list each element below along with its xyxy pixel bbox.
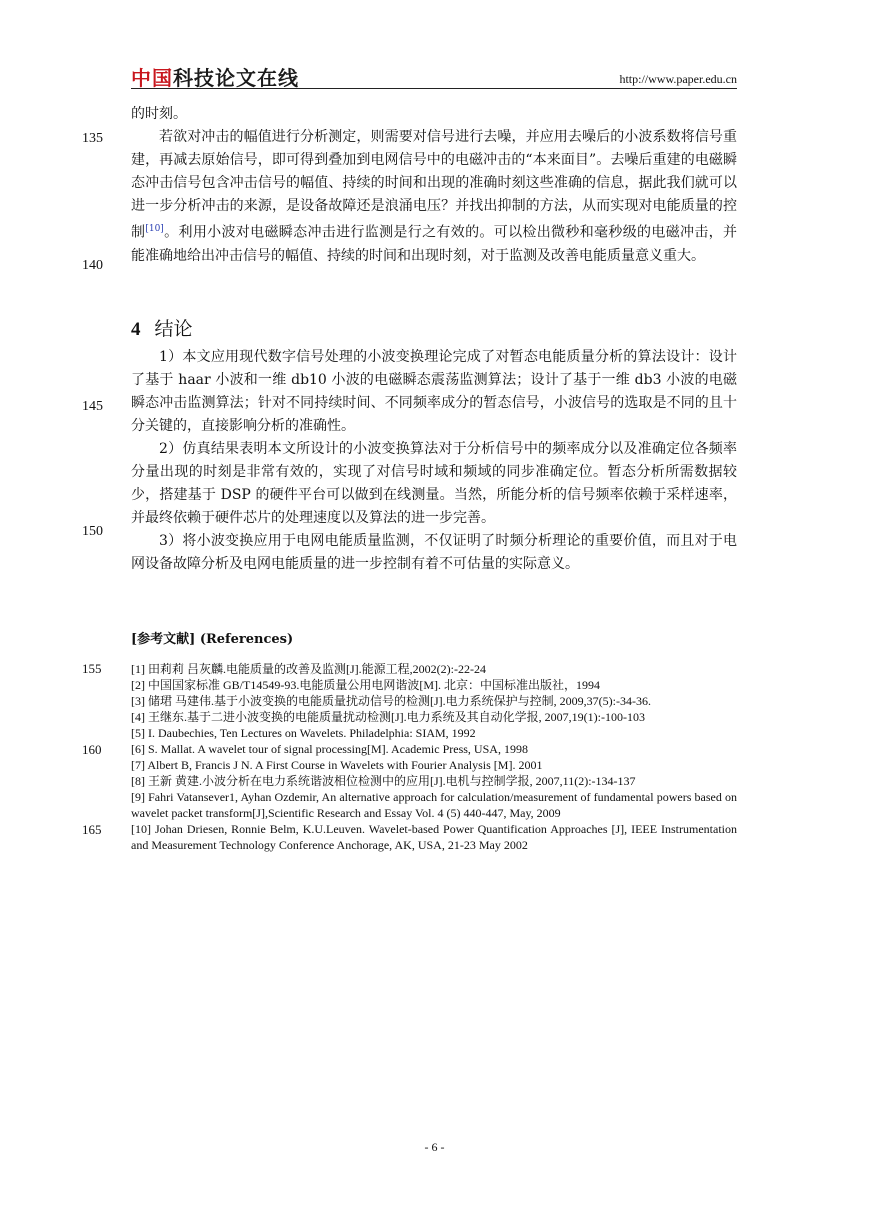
section-heading — [131, 314, 193, 341]
references-list — [131, 661, 737, 853]
line-number: 155 — [82, 661, 102, 676]
reference-item: [8] 王新 黄建.小波分析在电力系统谐波相位检测中的应用[J].电机与控制学报, 2007,11(2):-134-137 — [131, 774, 636, 788]
references-title: [参考文献] (References) — [131, 632, 294, 647]
header-rule — [131, 88, 737, 89]
line-number: 135 — [82, 131, 103, 146]
paragraph-text: 若欲对冲击的幅值进行分析测定，则需要对信号进行去噪，并应用去噪后的小波系数将信号重建，再减去原始信号，即可得到叠加到电网信号中的电磁冲击的“本来面目”。去噪后重建的电磁瞬态冲击信号包含冲击信号的幅值、持续的时间和出现的准确时刻这些准确的信息，据此我们就可以进一步分析冲击的来源，是设备故障还是浪涌电压？并找出抑制的方法，从而实现对电能质量的控制 — [131, 129, 737, 241]
logo-black-text: 科技论文在线 — [173, 66, 299, 90]
conclusions — [131, 346, 737, 576]
page-number: - 6 - — [424, 1140, 445, 1154]
conclusion-item: 2）仿真结果表明本文所设计的小波变换算法对于分析信号中的频率成分以及准确定位各频率分量出现的时刻是非常有效的，实现了对信号时域和频域的同步准确定位。暂态分析所需数据较少，搭建基于 DSP 的硬件平台可以做到在线测量。当然，所能分析的信号频率依赖于采样速率，并最终依赖于硬件芯片的处理速度以及算法的进一步完善。 — [131, 441, 737, 526]
conclusion-item: 1）本文应用现代数字信号处理的小波变换理论完成了对暂态电能质量分析的算法设计：设计了基于 haar 小波和一维 db10 小波的电磁瞬态震荡监测算法；设计了基于一维 db3 小波的电磁瞬态冲击监测算法；针对不同持续时间、不同频率成分的暂态信号，小波信号的选取是不同的且十分关键的，直接影响分析的准确性。 — [131, 349, 737, 434]
reference-item: [6] S. Mallat. A wavelet tour of signal processing[M]. Academic Press, USA, 1998 — [131, 742, 528, 756]
reference-item: [5] I. Daubechies, Ten Lectures on Wavelets. Philadelphia: SIAM, 1992 — [131, 726, 476, 740]
paragraph-text: 。利用小波对电磁瞬态冲击进行监测是行之有效的。可以检出微秒和毫秒级的电磁冲击，并能准确地给出冲击信号的幅值、持续的时间和出现时刻，对于监测及改善电能质量意义重大。 — [131, 224, 738, 264]
body-text — [131, 103, 737, 268]
reference-item: [1] 田莉莉 吕灰麟.电能质量的改善及监测[J].能源工程,2002(2):-22-24 — [131, 662, 486, 676]
paragraph — [131, 126, 737, 268]
paragraph: 的时刻。 — [131, 106, 187, 122]
section-number: 4 — [131, 319, 141, 340]
line-number: 140 — [82, 258, 103, 273]
line-number: 145 — [82, 399, 103, 414]
logo-red-text: 中国 — [131, 66, 173, 90]
journal-logo — [131, 62, 299, 91]
reference-item: [10] Johan Driesen, Ronnie Belm, K.U.Leuven. Wavelet-based Power Quantification Approaches [J], IEEE Instrumentation and Measurement Technology Conference Anchorage, AK, USA, 21-23 May 2002 — [131, 822, 737, 852]
line-number: 150 — [82, 524, 103, 539]
citation-link[interactable]: [10] — [145, 224, 164, 234]
line-number: 160 — [82, 742, 102, 757]
reference-item: [2] 中国国家标准 GB/T14549-93.电能质量公用电网谐波[M]. 北京：中国标准出版社，1994 — [131, 678, 600, 692]
conclusion-item: 3）将小波变换应用于电网电能质量监测，不仅证明了时频分析理论的重要价值，而且对于电网设备故障分析及电网电能质量的进一步控制有着不可估量的实际意义。 — [131, 533, 737, 572]
reference-item: [9] Fahri Vatansever1, Ayhan Ozdemir, An alternative approach for calculation/measurement of fundamental powers based on wavelet packet transform[J],Scientific Research and Essay Vol. 4 (5) 440-447, May, 2009 — [131, 790, 737, 820]
reference-item: [4] 王继东.基于二进小波变换的电能质量扰动检测[J].电力系统及其自动化学报, 2007,19(1):-100-103 — [131, 710, 645, 724]
reference-item: [3] 储珺 马建伟.基于小波变换的电能质量扰动信号的检测[J].电力系统保护与控制, 2009,37(5):-34-36. — [131, 694, 651, 708]
header-url[interactable]: http://www.paper.edu.cn — [619, 72, 737, 86]
reference-item: [7] Albert B, Francis J N. A First Course in Wavelets with Fourier Analysis [M]. 2001 — [131, 758, 543, 772]
line-number: 165 — [82, 822, 102, 837]
section-title: 结论 — [154, 318, 193, 340]
